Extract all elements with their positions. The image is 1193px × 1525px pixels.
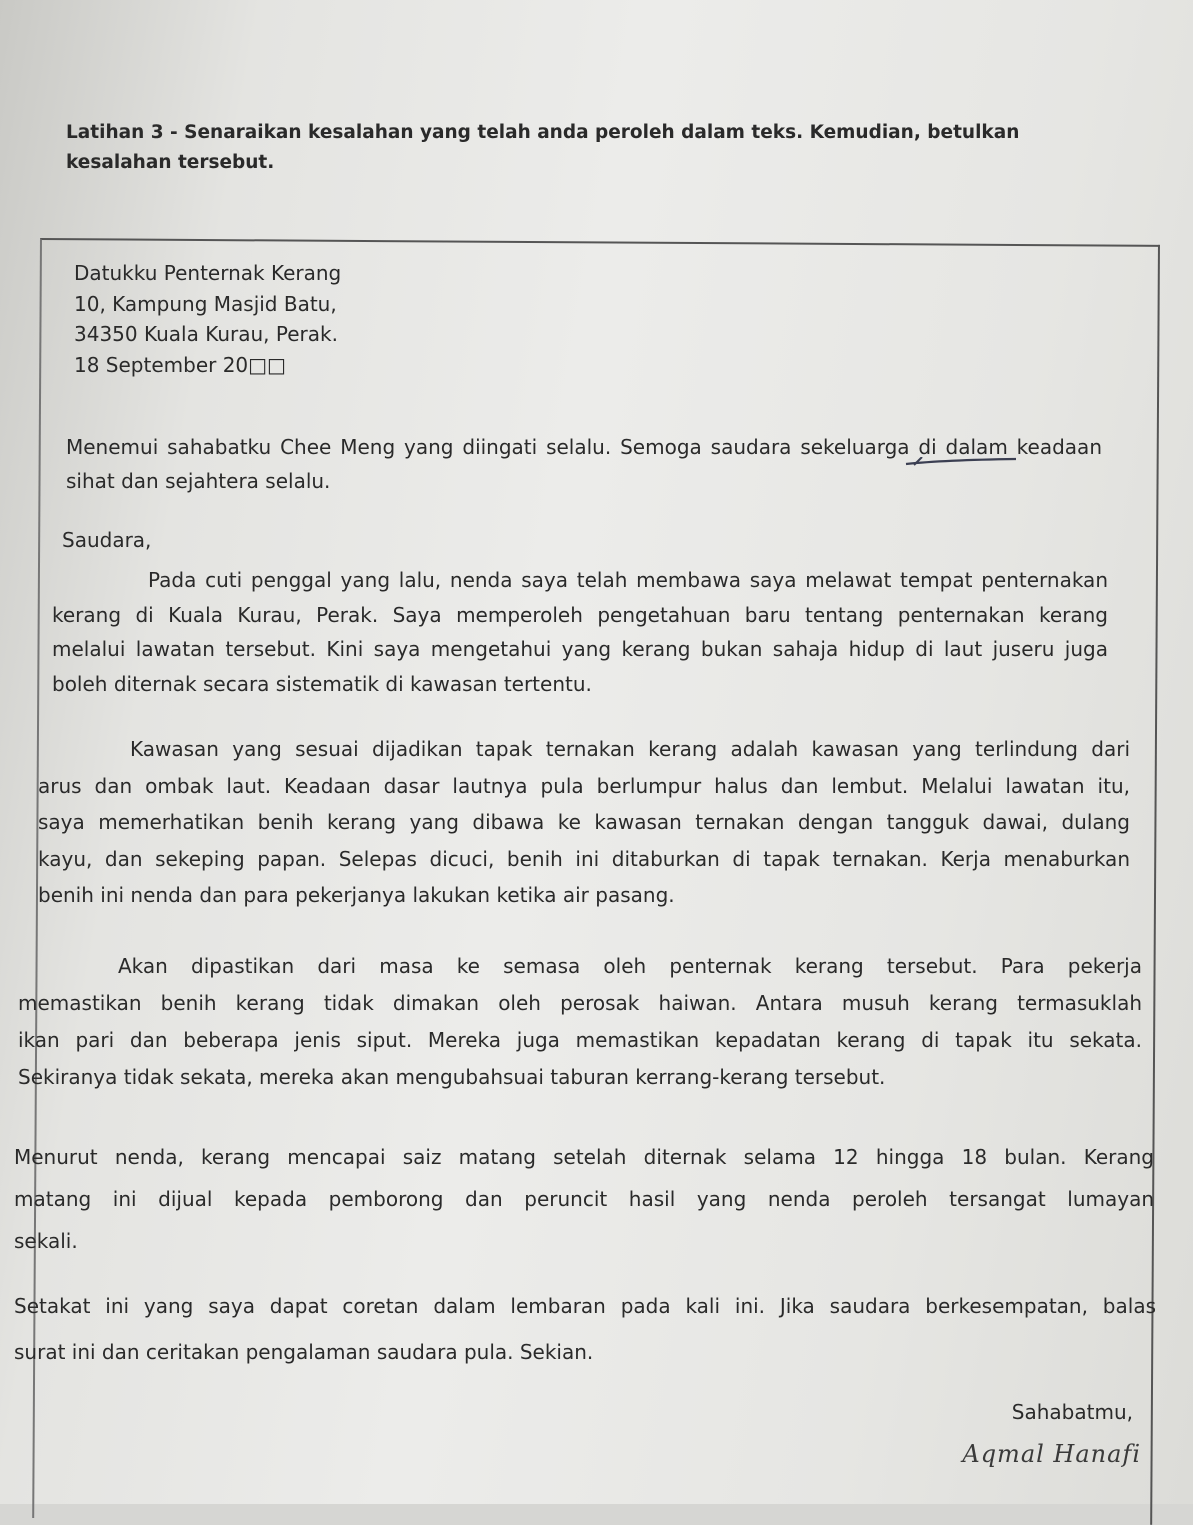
- sender-address: [74, 258, 341, 380]
- salutation: Saudara,: [62, 528, 152, 552]
- p3-line-3: ikan pari dan beberapa jenis siput. Mereka juga memastikan kepadatan kerang di tapak itu sekata.: [18, 1028, 1142, 1052]
- p5-line-1: Setakat ini yang saya dapat coretan dalam lembaran pada kali ini. Jika saudara berkesempatan, balas: [14, 1294, 1156, 1318]
- p2-line-4: kayu, dan sekeping papan. Selepas dicuci, benih ini ditaburkan di tapak ternakan. Kerja menaburkan: [38, 846, 1130, 871]
- greeting-line-1: Menemui sahabatku Chee Meng yang diingati selalu. Semoga saudara sekeluarga di dalam keadaan: [66, 435, 1102, 459]
- p3-line-4: Sekiranya tidak sekata, mereka akan mengubahsuai taburan kerrang-kerang tersebut.: [18, 1065, 886, 1089]
- p4-line-3: sekali.: [14, 1229, 78, 1253]
- address-line-1: Datukku Penternak Kerang: [74, 261, 342, 285]
- paragraph-3: [18, 948, 1142, 1096]
- exercise-instruction: [66, 118, 1046, 178]
- p3-line-2: memastikan benih kerang tidak dimakan oleh perosak haiwan. Antara musuh kerang termasuklah: [18, 991, 1142, 1015]
- p1-line-3: melalui lawatan tersebut. Kini saya mengetahui yang kerang bukan sahaja hidup di laut juseru juga: [52, 637, 1108, 661]
- p4-line-1: Menurut nenda, kerang mencapai saiz matang setelah diternak selama 12 hingga 18 bulan. Kerang: [14, 1145, 1154, 1169]
- signature: Aqmal Hanafi: [962, 1440, 1141, 1468]
- instruction-line-1: Latihan 3 - Senaraikan kesalahan yang telah anda peroleh dalam teks. Kemudian, betulkan: [66, 122, 1020, 143]
- paragraph-1: [52, 563, 1108, 701]
- greeting-line-2: sihat dan sejahtera selalu.: [66, 469, 331, 493]
- paragraph-5: [14, 1283, 1156, 1375]
- paragraph-2: [38, 731, 1130, 914]
- p1-line-4: boleh diternak secara sistematik di kawasan tertentu.: [52, 671, 592, 696]
- address-line-2: 10, Kampung Masjid Batu,: [74, 291, 337, 316]
- address-line-3: 34350 Kuala Kurau, Perak.: [74, 322, 338, 346]
- p5-line-2: surat ini dan ceritakan pengalaman saudara pula. Sekian.: [14, 1340, 594, 1364]
- p2-line-1: Kawasan yang sesuai dijadikan tapak ternakan kerang adalah kawasan yang terlindung dari: [130, 737, 1130, 761]
- p3-line-1: Akan dipastikan dari masa ke semasa oleh penternak kerang tersebut. Para pekerja: [118, 954, 1142, 978]
- p2-line-2: arus dan ombak laut. Keadaan dasar lautnya pula berlumpur halus dan lembut. Melalui lawatan itu,: [38, 773, 1130, 798]
- p2-line-5: benih ini nenda dan para pekerjanya lakukan ketika air pasang.: [38, 883, 675, 907]
- closing: Sahabatmu,: [1011, 1400, 1133, 1424]
- paragraph-4: [14, 1136, 1154, 1262]
- p1-line-2: kerang di Kuala Kurau, Perak. Saya memperoleh pengetahuan baru tentang penternakan kerang: [52, 602, 1108, 627]
- p2-line-3: saya memerhatikan benih kerang yang dibawa ke kawasan ternakan dengan tangguk dawai, dulang: [38, 810, 1130, 834]
- instruction-line-2: kesalahan tersebut.: [66, 152, 275, 173]
- letter-date: 18 September 20□□: [74, 352, 286, 377]
- p1-line-1: Pada cuti penggal yang lalu, nenda saya telah membawa saya melawat tempat penternakan: [148, 568, 1108, 592]
- p4-line-2: matang ini dijual kepada pemborong dan peruncit hasil yang nenda peroleh tersangat lumayan: [14, 1187, 1154, 1211]
- pen-underline-mark: [904, 457, 1018, 467]
